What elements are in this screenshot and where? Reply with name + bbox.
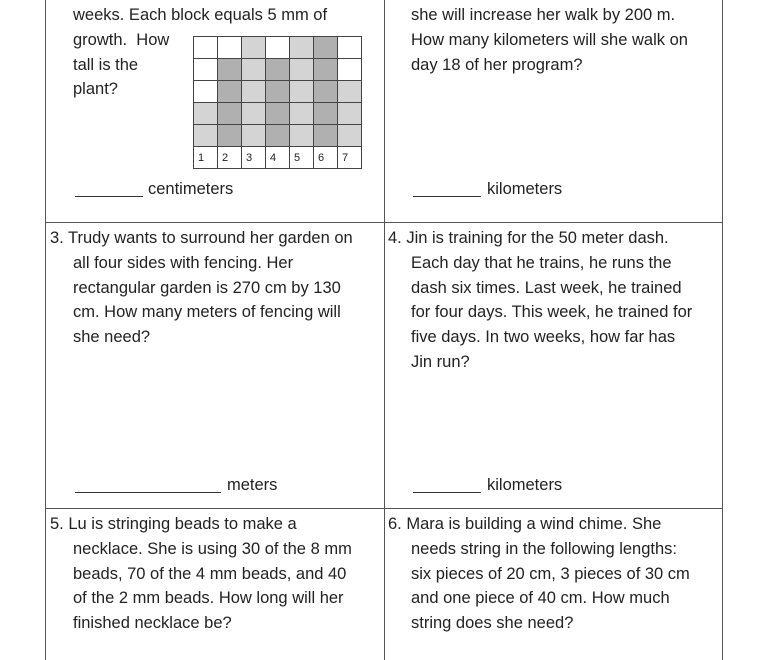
- problem-4-line-4: for four days. This week, he trained for: [411, 303, 693, 321]
- growth-block: [218, 37, 242, 59]
- problem-1-line-4: plant?: [73, 80, 118, 98]
- growth-block: [194, 37, 218, 59]
- growth-block: [218, 59, 242, 81]
- growth-block-chart: [193, 36, 362, 169]
- growth-block: [194, 59, 218, 81]
- problem-4-line-6: Jin run?: [411, 353, 470, 371]
- answer-blank-3[interactable]: [75, 492, 221, 493]
- problem-2-line-1: she will increase her walk by 200 m.: [411, 6, 676, 24]
- growth-chart-row: [194, 103, 362, 125]
- answer-unit-2: kilometers: [487, 180, 563, 198]
- growth-chart-row: [194, 37, 362, 59]
- problem-5-line-5: finished necklace be?: [73, 614, 232, 632]
- answer-unit-4: kilometers: [487, 476, 563, 494]
- growth-block: [290, 125, 314, 147]
- week-label: 1: [194, 147, 218, 169]
- divider-horizontal-2: [45, 508, 723, 509]
- week-label: 2: [218, 147, 242, 169]
- divider-horizontal-1: [45, 222, 723, 223]
- answer-unit-3: meters: [227, 476, 278, 494]
- problem-3-line-3: rectangular garden is 270 cm by 130: [73, 279, 341, 297]
- growth-block: [290, 103, 314, 125]
- week-label: 6: [314, 147, 338, 169]
- problem-3-line-5: she need?: [73, 328, 151, 346]
- growth-block: [266, 59, 290, 81]
- problem-1-line-1: weeks. Each block equals 5 mm of: [73, 6, 328, 24]
- growth-block: [194, 103, 218, 125]
- divider-vertical-left: [45, 0, 46, 660]
- growth-block: [290, 81, 314, 103]
- growth-block: [266, 37, 290, 59]
- week-label: 7: [338, 147, 362, 169]
- growth-block: [314, 125, 338, 147]
- problem-6-line-2: needs string in the following lengths:: [411, 540, 677, 558]
- growth-block: [314, 103, 338, 125]
- growth-block: [242, 59, 266, 81]
- growth-block: [338, 81, 362, 103]
- answer-blank-1[interactable]: [75, 196, 143, 197]
- problem-4-line-1: 4. Jin is training for the 50 meter dash.: [388, 229, 669, 247]
- growth-block: [266, 125, 290, 147]
- week-label: 3: [242, 147, 266, 169]
- answer-blank-4[interactable]: [413, 492, 481, 493]
- growth-block: [218, 81, 242, 103]
- growth-block: [242, 125, 266, 147]
- problem-5-line-4: of the 2 mm beads. How long will her: [73, 589, 344, 607]
- growth-block: [338, 103, 362, 125]
- week-label: 4: [266, 147, 290, 169]
- growth-block: [242, 103, 266, 125]
- growth-block: [218, 125, 242, 147]
- growth-block: [314, 59, 338, 81]
- answer-blank-2[interactable]: [413, 196, 481, 197]
- problem-4-line-5: five days. In two weeks, how far has: [411, 328, 676, 346]
- growth-block: [242, 37, 266, 59]
- growth-block: [338, 37, 362, 59]
- growth-block: [218, 103, 242, 125]
- answer-unit-1: centimeters: [148, 180, 234, 198]
- problem-3-line-2: all four sides with fencing. Her: [73, 254, 294, 272]
- problem-5-line-3: beads, 70 of the 4 mm beads, and 40: [73, 565, 347, 583]
- problem-6-line-4: and one piece of 40 cm. How much: [411, 589, 670, 607]
- growth-block: [290, 59, 314, 81]
- growth-block: [314, 81, 338, 103]
- problem-6-line-3: six pieces of 20 cm, 3 pieces of 30 cm: [411, 565, 690, 583]
- growth-chart-row: [194, 59, 362, 81]
- problem-5-line-2: necklace. She is using 30 of the 8 mm: [73, 540, 352, 558]
- growth-block: [266, 81, 290, 103]
- growth-chart-row: [194, 125, 362, 147]
- growth-block: [194, 81, 218, 103]
- growth-chart-week-labels: [194, 147, 362, 169]
- week-label: 5: [290, 147, 314, 169]
- problem-5-line-1: 5. Lu is stringing beads to make a: [50, 515, 297, 533]
- problem-1-line-2: growth. How: [73, 31, 170, 49]
- divider-vertical-right: [722, 0, 723, 660]
- growth-block: [194, 125, 218, 147]
- growth-block: [314, 37, 338, 59]
- problem-3-line-4: cm. How many meters of fencing will: [73, 303, 341, 321]
- problem-4-line-3: dash six times. Last week, he trained: [411, 279, 682, 297]
- growth-block: [266, 103, 290, 125]
- problem-2-line-2: How many kilometers will she walk on: [411, 31, 688, 49]
- growth-chart-row: [194, 81, 362, 103]
- growth-block: [338, 59, 362, 81]
- problem-6-line-1: 6. Mara is building a wind chime. She: [388, 515, 662, 533]
- problem-2-line-3: day 18 of her program?: [411, 56, 583, 74]
- growth-block: [338, 125, 362, 147]
- growth-block: [290, 37, 314, 59]
- problem-4-line-2: Each day that he trains, he runs the: [411, 254, 672, 272]
- divider-vertical-middle: [384, 0, 385, 660]
- problem-3-line-1: 3. Trudy wants to surround her garden on: [50, 229, 353, 247]
- problem-1-line-3: tall is the: [73, 56, 139, 74]
- problem-6-line-5: string does she need?: [411, 614, 574, 632]
- growth-block: [242, 81, 266, 103]
